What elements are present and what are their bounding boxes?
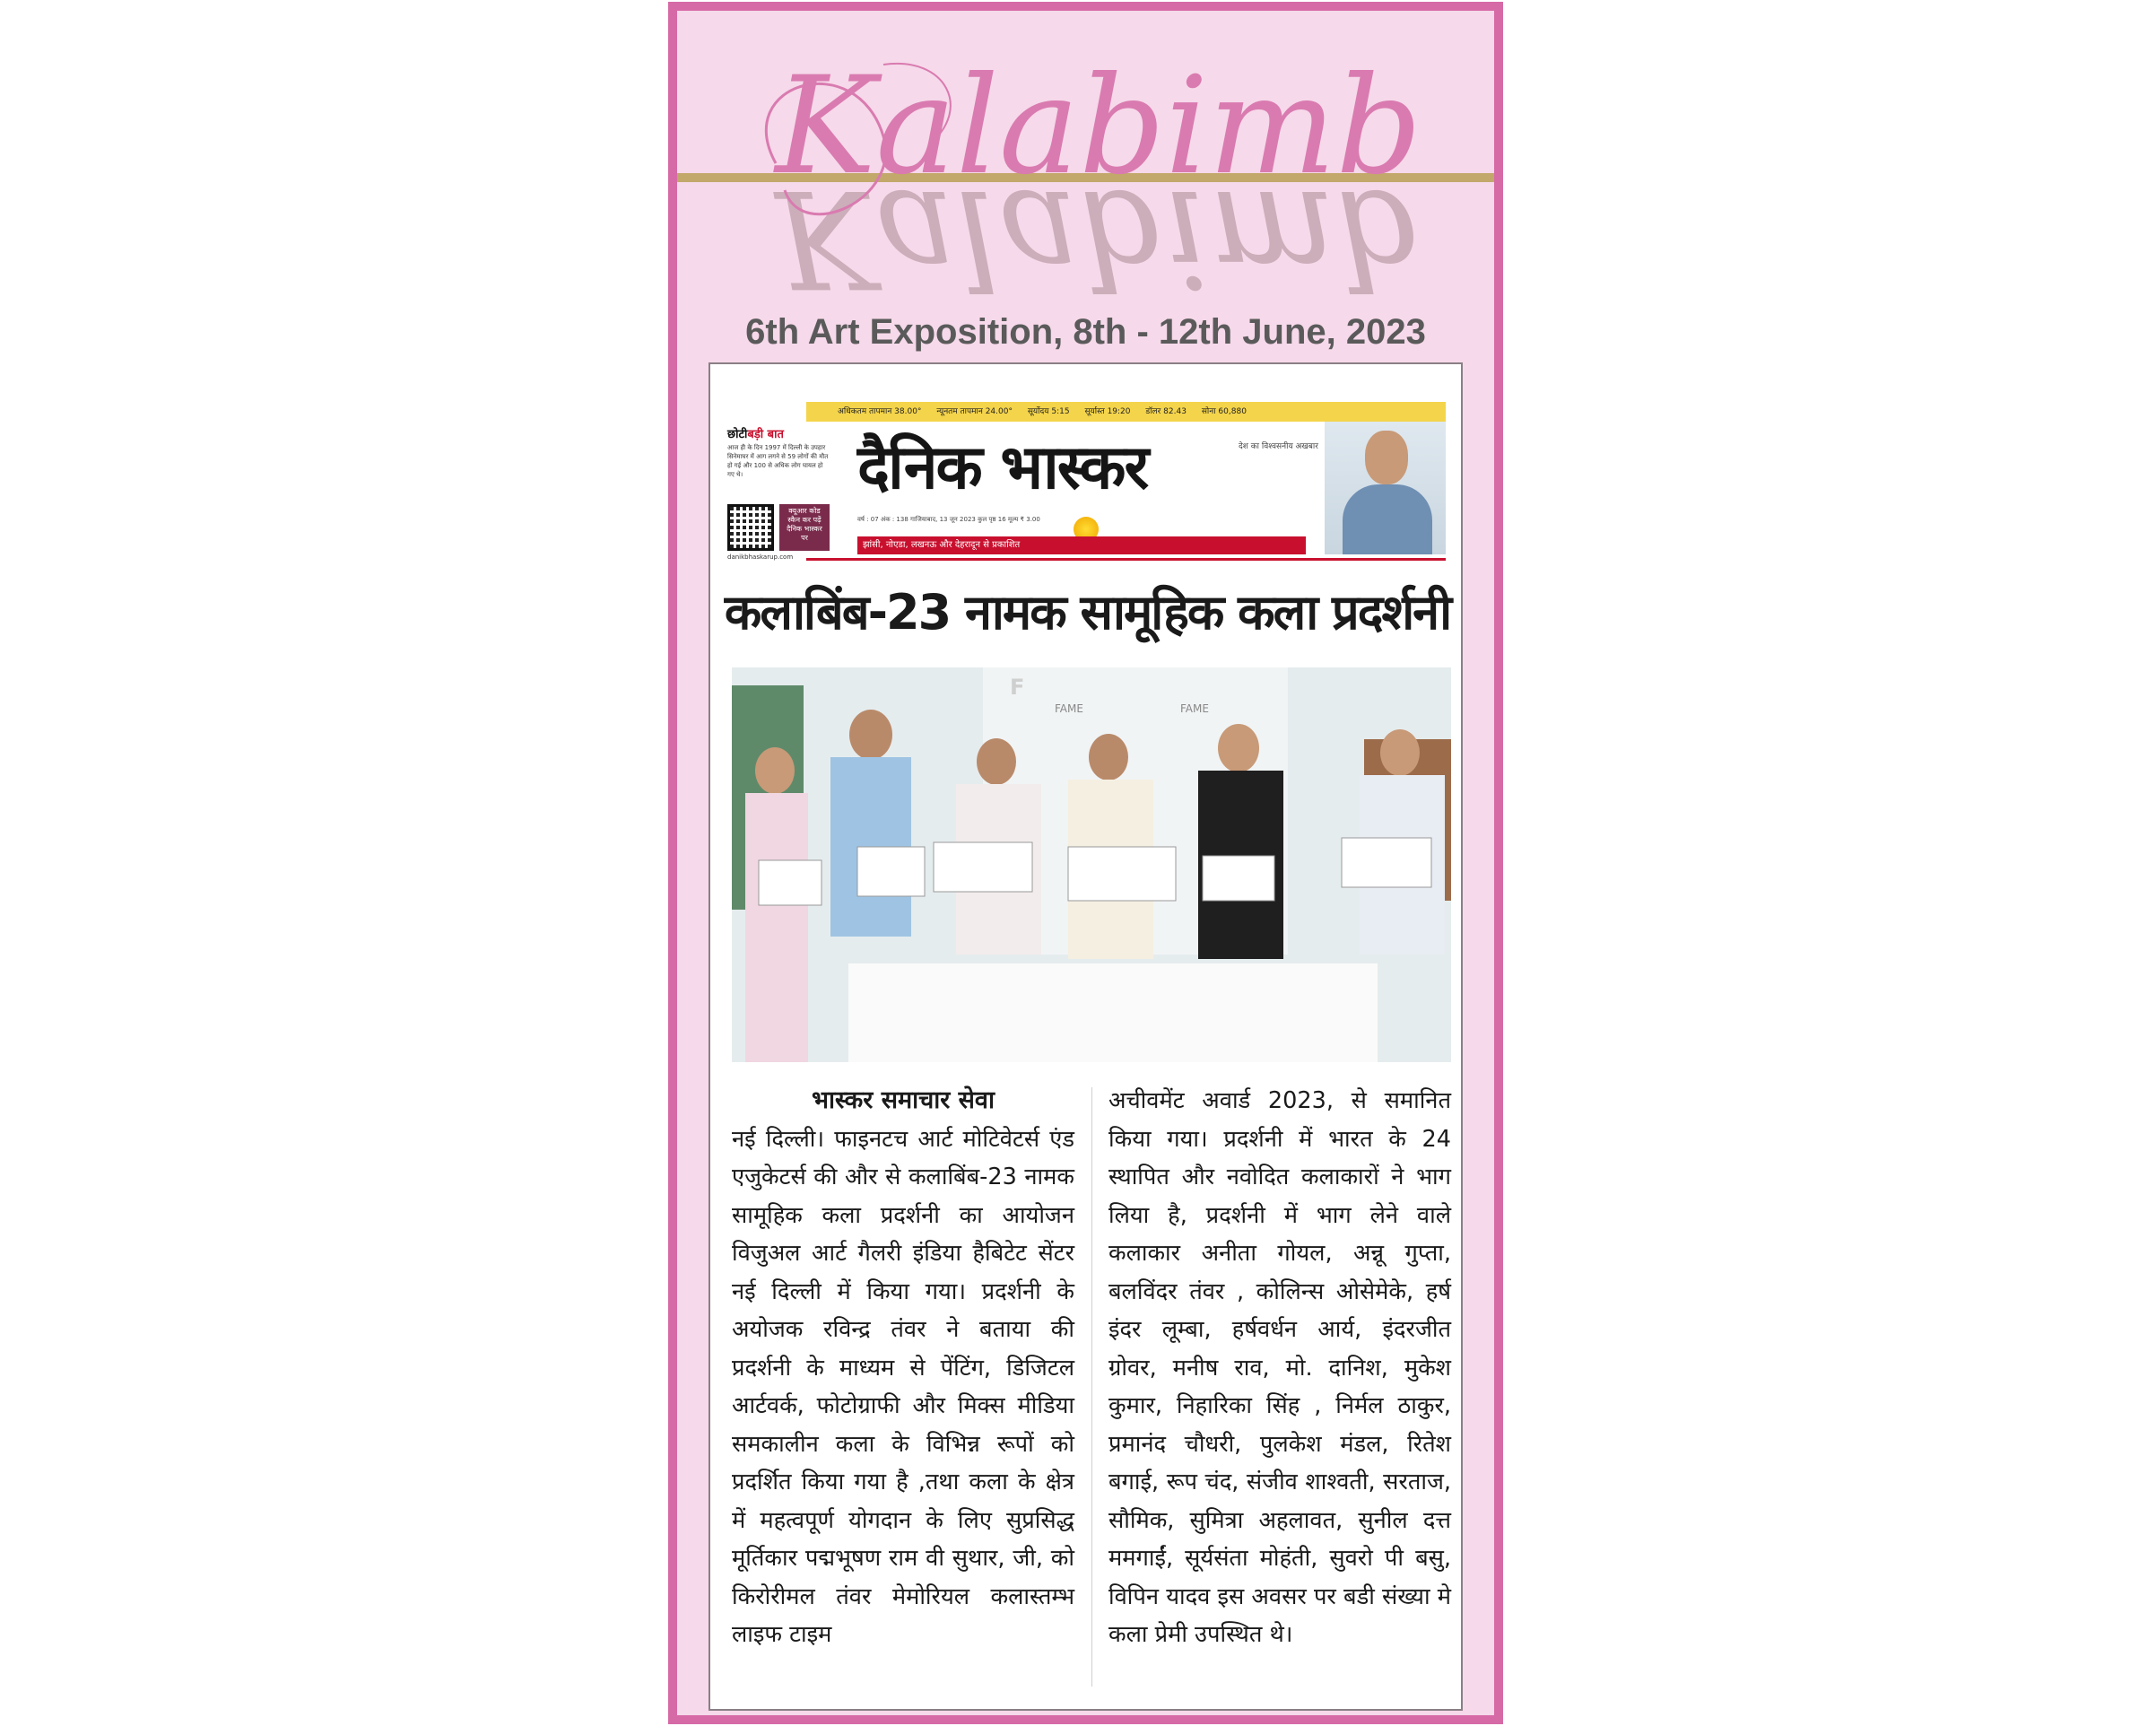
svg-text:FAME: FAME	[1180, 702, 1209, 715]
side-news-box	[727, 425, 830, 561]
qr-code-icon	[727, 504, 774, 551]
masthead-rule	[806, 558, 1446, 561]
side-title: छोटीबड़ी बात	[727, 428, 784, 441]
weather-item: सूर्यास्त 19:20	[1084, 407, 1131, 416]
newspaper-tagline: देश का विश्वसनीय अखबार	[1239, 442, 1318, 451]
site-url: danikbhaskarup.com	[727, 554, 794, 561]
svg-text:F: F	[1010, 675, 1025, 700]
byline: भास्कर समाचार सेवा	[812, 1086, 995, 1114]
article-column-left	[732, 1082, 1074, 1654]
event-photo	[732, 667, 1451, 1062]
weather-strip	[806, 402, 1446, 422]
qr-label: क्यूआर कोड स्कैन कर पढ़ें दैनिक भास्कर पर	[779, 504, 830, 551]
weather-item: सूर्योदय 5:15	[1027, 407, 1070, 416]
editions-bar: झांसी, नोएडा, लखनऊ और देहरादून से प्रकाशित	[857, 536, 1306, 554]
svg-text:Kalabimb: Kalabimb	[775, 160, 1422, 307]
column-divider	[1091, 1087, 1092, 1687]
clipping-frame	[668, 2, 1503, 1724]
article-column-right	[1108, 1082, 1451, 1654]
newspaper-clipping	[709, 362, 1463, 1711]
masthead-photo	[1325, 422, 1446, 554]
logo-text: Kalabimb	[775, 48, 1422, 205]
article-text-left: नई दिल्ली। फाइनटच आर्ट मोटिवेटर्स एंड एजुकेटर्स की और से कलाबिंब-23 नामक सामूहिक कला प्रदर्शनी का आयोजन विजुअल आर्ट गैलरी इंडिया हैबिटेट सेंटर नई दिल्ली में किया गया। प्रदर्शनी के अयोजक रविन्द्र तंवर ने बताया की प्रदर्शनी के माध्यम से पेंटिंग, डिजिटल आर्टवर्क, फोटोग्राफी और मिक्स मीडिया समकालीन कला के विभिन्न रूपों को प्रदर्शित किया गया है ,तथा कला के क्षेत्र में महत्वपूर्ण योगदान के लिए सुप्रसिद्ध मूर्तिकार पद्मभूषण राम वी सुथार, जी, को किरोरीमल तंवर मेमोरियल कलास्तम्भ लाइफ टाइम	[732, 1125, 1074, 1648]
weather-item: डॉलर 82.43	[1145, 407, 1187, 416]
svg-text:FAME: FAME	[1055, 702, 1083, 715]
article-headline: कलाबिंब-23 नामक सामूहिक कला प्रदर्शनी	[724, 584, 1451, 641]
kalabimb-logo	[677, 29, 1494, 307]
exposition-subtitle: 6th Art Exposition, 8th - 12th June, 2023	[745, 312, 1426, 352]
side-text: आज ही के दिन 1997 में दिल्ली के उपहार सिनेमाघर में आग लगने से 59 लोगों की मौत हो गई और 100 से अधिक लोग घायल हो गए थे।	[727, 444, 829, 478]
article-body	[732, 1082, 1451, 1692]
newspaper-brand: दैनिक भास्कर	[857, 432, 1148, 503]
issue-meta: वर्ष : 07 अंक : 138 गाजियाबाद, 13 जून 2023 कुल पृष्ठ 16 मूल्य ₹ 3.00	[857, 516, 1040, 523]
weather-item: सोना 60,880	[1201, 407, 1247, 416]
article-text-right: अचीवमेंट अवार्ड 2023, से समानित किया गया। प्रदर्शनी में भारत के 24 स्थापित और नवोदित कलाकारों ने भाग लिया है, प्रदर्शनी में भाग लेने वाले कलाकार अनीता गोयल, अन्नू गुप्ता, बलविंदर तंवर , कोलिन्स ओसेमेके, हर्ष इंदर लूम्बा, हर्षवर्धन आर्य, इंदरजीत ग्रोवर, मनीष राव, मो. दानिश, मुकेश कुमार, निहारिका सिंह , निर्मल ठाकुर, प्रमानंद चौधरी, पुलकेश मंडल, रितेश बगाई, रूप चंद, संजीव शाश्वती, सरताज, सौमिक, सुमित्रा अहलावत, सुनील दत्त ममगाईं, सूर्यसंता मोहंती, सुवरो पी बसु, विपिन यादव इस अवसर पर बडी संख्या मे कला प्रेमी उपस्थित थे।	[1108, 1087, 1451, 1648]
newspaper-masthead	[727, 402, 1446, 559]
weather-item: अधिकतम तापमान 38.00°	[838, 407, 922, 416]
weather-item: न्यूनतम तापमान 24.00°	[936, 407, 1013, 416]
